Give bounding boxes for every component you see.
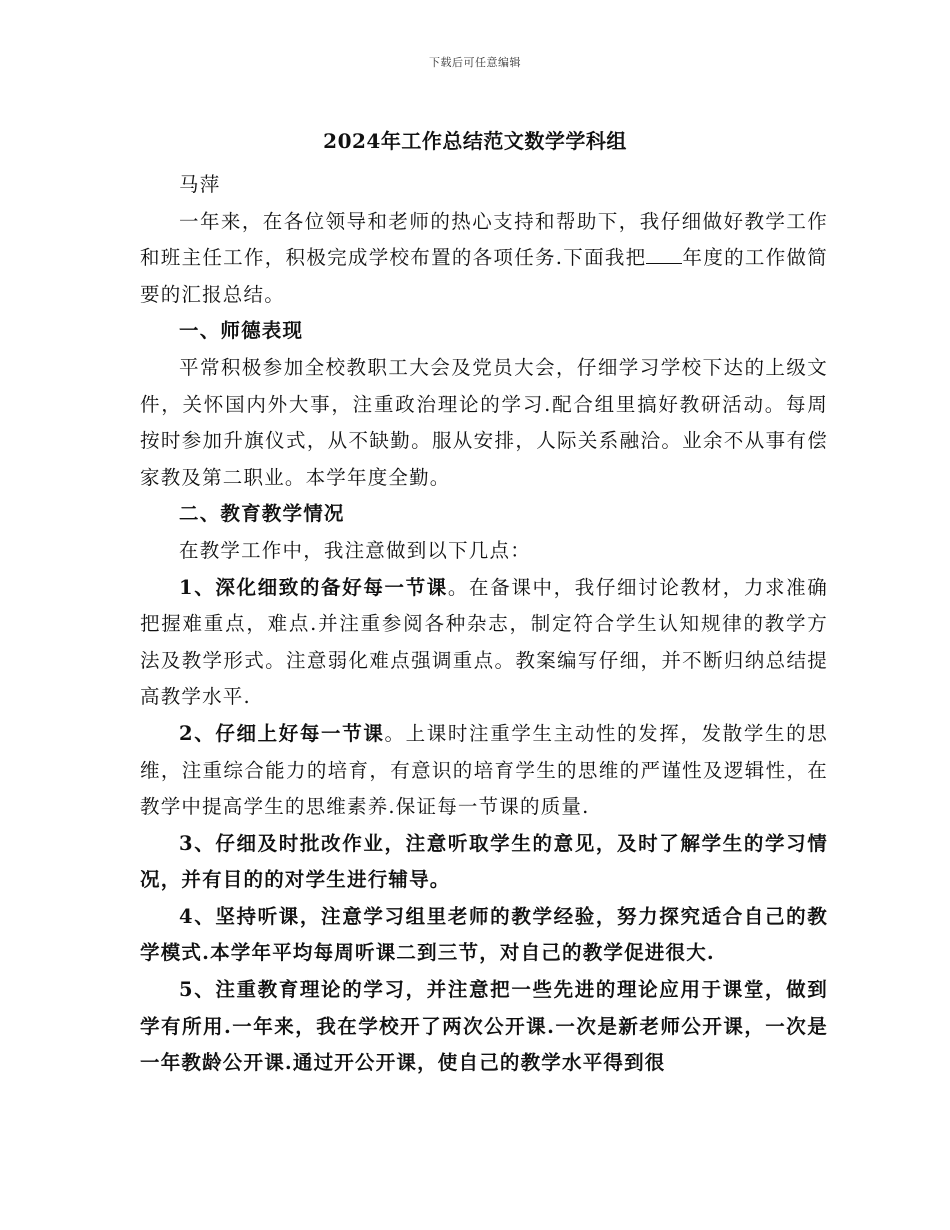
document-body	[140, 167, 828, 1082]
ethics-paragraph: 平常积极参加全校教职工大会及党员大会，仔细学习学校下达的上级文件，关怀国内外大事，注重政治理论的学习.配合组里搞好教研活动。每周按时参加升旗仪式，从不缺勤。服从安排，人际关系融洽。业余不从事有偿家教及第二职业。本学年度全勤。	[140, 355, 828, 489]
intro-text-end: 年度的工作做简要的汇报总结。	[140, 246, 829, 306]
teaching-item-2-title: 2、仔细上好每一节课	[179, 721, 385, 745]
teaching-item-1-text: 。在备课中，我仔细讨论教材，力求准确把握难重点，难点.并注重参阅各种杂志，制定符合学生认知规律的教学方法及教学形式。注意弱化难点强调重点。教案编写仔细，并不断归纳总结提高教学水平.	[140, 575, 828, 709]
section-heading-ethics: 一、师德表现	[179, 319, 304, 343]
header-note: 下载后可任意编辑	[429, 56, 521, 69]
fill-in-blank	[646, 245, 682, 264]
teaching-item-5: 5、注重教育理论的学习，并注意把一些先进的理论应用于课堂，做到学有所用.一年来，我在学校开了两次公开课.一次是新老师公开课，一次是一年教龄公开课.通过开公开课，使自己的教学水平得到很	[140, 978, 828, 1075]
teaching-item-3: 3、仔细及时批改作业，注意听取学生的意见，及时了解学生的学习情况，并有目的的对学生进行辅导。	[140, 831, 828, 892]
author-name: 马萍	[179, 173, 221, 196]
teaching-item-1-title: 1、深化细致的备好每一节课	[179, 575, 448, 599]
teaching-item-2-text: 。上课时注重学生主动性的发挥，发散学生的思维，注重综合能力的培育，有意识的培育学生的思维的严谨性及逻辑性，在教学中提高学生的思维素养.保证每一节课的质量.	[140, 721, 828, 819]
page-title: 2024年工作总结范文数学学科组	[323, 129, 627, 153]
teaching-item-1	[140, 570, 828, 716]
intro-text-start: 一年来，在各位领导和老师的热心支持和帮助下，我仔细做好教学工作和班主任工作，积极完成学校布置的各项任务.下面我把	[140, 209, 828, 270]
section-heading-teaching: 二、教育教学情况	[179, 502, 345, 526]
teaching-item-4: 4、坚持听课，注意学习组里老师的教学经验，努力探究适合自己的教学模式.本学年平均每周听课二到三节，对自己的教学促进很大.	[140, 904, 828, 965]
intro-paragraph	[140, 204, 828, 314]
teaching-item-2	[140, 716, 828, 826]
teaching-lead-paragraph: 在教学工作中，我注意做到以下几点：	[179, 538, 531, 562]
